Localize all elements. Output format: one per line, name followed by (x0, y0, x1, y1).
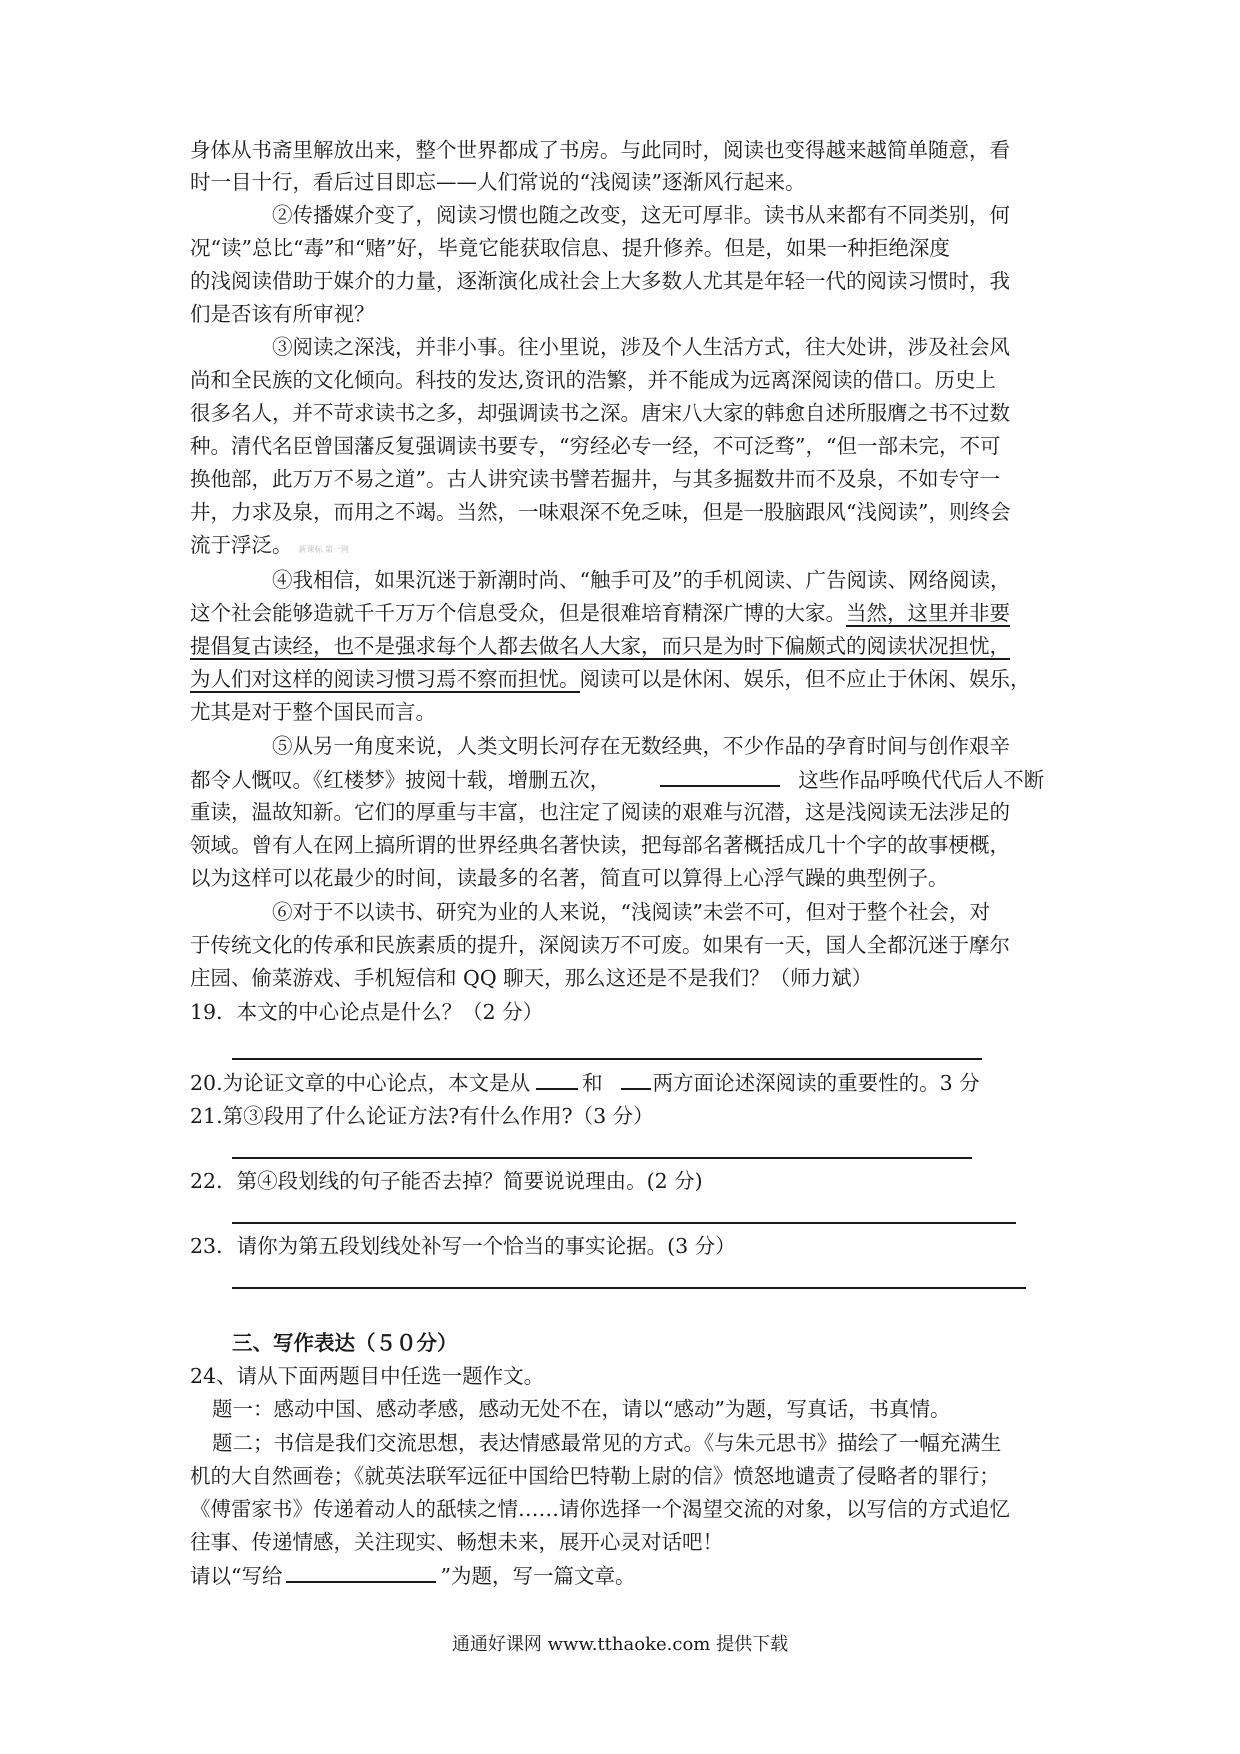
paragraph-4-text: 阅读可以是休闲、娱乐，但不应止于休闲、娱乐， (579, 667, 1031, 691)
paragraph-4-line: 尤其是对于整个国民而言。 (190, 700, 436, 724)
underlined-sentence: 当然，这里并非要 (846, 601, 1010, 625)
page-footer: 通通好课网 www.tthaoke.com 提供下载 (451, 1634, 789, 1655)
topic-2-text: 请以“写给 (190, 1564, 283, 1588)
paragraph-5-line: 重读，温故知新。它们的厚重与丰富，也注定了阅读的艰难与沉潜，这是浅阅读无法涉足的 (190, 800, 1010, 824)
question-20-text: 20.为论证文章的中心论点，本文是从 (190, 1071, 531, 1095)
topic-2-line: 机的大自然画卷；《就英法联军远征中国给巴特勒上尉的信》愤怒地谴责了侵略者的罪行； (190, 1464, 1000, 1488)
paragraph-6-line: ⑥对于不以读书、研究为业的人来说，“浅阅读”未尝不可，但对于整个社会，对 (272, 900, 990, 924)
paragraph-4-line: ④我相信，如果沉迷于新潮时尚、“触手可及”的手机阅读、广告阅读、网络阅读， (272, 568, 1011, 592)
paragraph-5-line: 以为这样可以花最少的时间，读最多的名著，简直可以算得上心浮气躁的典型例子。 (190, 866, 949, 890)
paragraph-2-line: 的浅阅读借助于媒介的力量，逐渐演化成社会上大多数人尤其是年轻一代的阅读习惯时，我 (190, 269, 1010, 293)
fill-in-blank-line (660, 763, 780, 787)
topic-2-line: 往事、传递情感，关注现实、畅想未来，展开心灵对话吧！ (190, 1530, 723, 1554)
paragraph-4-line (190, 663, 1060, 696)
paragraph-line: 时一目十行，看后过目即忘——人们常说的“浅阅读”逐渐风行起来。 (190, 170, 806, 194)
paragraph-3-line: 尚和全民族的文化倾向。科技的发达,资讯的浩繁，并不能成为远离深阅读的借口。历史上 (190, 368, 997, 392)
paragraph-5-line (190, 763, 1060, 797)
paragraph-4-text: 这个社会能够造就千千万万个信息受众，但是很难培育精深广博的大家。 (190, 601, 846, 625)
fill-in-blank-line (621, 1066, 651, 1090)
paragraph-5-text: 这些作品呼唤代代后人不断 (798, 768, 1045, 792)
paragraph-6-line: 于传统文化的传承和民族素质的提升，深阅读万不可废。如果有一天，国人全都沉迷于摩尔 (190, 933, 1010, 957)
paragraph-5-line: ⑤从另一角度来说，人类文明长河存在无数经典，不少作品的孕育时间与创作艰辛 (272, 734, 1010, 758)
question-24: 24、请从下面两题目中任选一题作文。 (190, 1364, 545, 1388)
paragraph-line: 身体从书斋里解放出来，整个世界都成了书房。与此同时，阅读也变得越来越简单随意，看 (190, 138, 1010, 162)
question-19: 19．本文的中心论点是什么？（2 分） (190, 1000, 544, 1024)
paragraph-2-line: 们是否该有所审视？ (190, 302, 375, 326)
answer-line-22 (232, 1222, 1016, 1224)
paragraph-2-line: 况“读”总比“毒”和“赌”好，毕竟它能获取信息、提升修养。但是，如果一种拒绝深度 (190, 236, 950, 260)
underlined-sentence: 提倡复古读经，也不是强求每个人都去做名人大家，而只是为时下偏颇式的阅读状况担忧， (190, 634, 1010, 658)
paragraph-3-line: ③阅读之深浅，并非小事。往小里说，涉及个人生活方式，往大处讲，涉及社会风 (272, 335, 1010, 359)
topic-2-text: ”为题，写一篇文章。 (440, 1564, 636, 1588)
paragraph-3-line: 很多名人，并不苛求读书之多，却强调读书之深。唐宋八大家的韩愈自述所服膺之书不过数 (190, 401, 1010, 425)
fill-in-blank-line (286, 1559, 436, 1583)
question-22: 22．第④段划线的句子能否去掉？简要说说理由。(2 分) (190, 1169, 703, 1193)
topic-2-line (190, 1559, 1060, 1593)
answer-line-23 (232, 1287, 1026, 1289)
topic-2-line: 《傅雷家书》传递着动人的舐犊之情……请你选择一个渴望交流的对象，以写信的方式追忆 (190, 1497, 1010, 1521)
paragraph-3-line: 种。清代名臣曾国藩反复强调读书要专，“穷经必专一经，不可泛骛”，“但一部未完，不可 (190, 434, 1001, 458)
paragraph-6-line: 庄园、偷菜游戏、手机短信和 QQ 聊天，那么这还是不是我们？（师力斌） (190, 966, 873, 990)
watermark-text: 新课标 第一网 (298, 545, 350, 554)
fill-in-blank-line (536, 1066, 578, 1090)
paragraph-4-line (190, 597, 1060, 630)
paragraph-4-line (190, 630, 1060, 663)
paragraph-2-line: ②传播媒介变了，阅读习惯也随之改变，这无可厚非。读书从来都有不同类别，何 (272, 203, 1010, 227)
question-23: 23．请你为第五段划线处补写一个恰当的事实论据。(3 分） (190, 1234, 736, 1258)
answer-line-19 (232, 1058, 982, 1060)
paragraph-5-text: 都令人慨叹。《红楼梦》披阅十载，增删五次， (190, 768, 611, 792)
paragraph-3-line (190, 529, 1060, 566)
question-20-text: 两方面论述深阅读的重要性的。3 分 (652, 1071, 980, 1095)
paragraph-5-line: 领域。曾有人在网上搞所谓的世界经典名著快读，把每部名著概括成几十个字的故事梗概， (190, 833, 1010, 857)
underlined-sentence: 为人们对这样的阅读习惯习焉不察而担忧。 (190, 667, 580, 691)
question-20 (190, 1066, 1060, 1100)
topic-2-line: 题二；书信是我们交流思想，表达情感最常见的方式。《与朱元思书》描绘了一幅充满生 (212, 1431, 1002, 1455)
paragraph-3-line: 井，力求及泉，而用之不竭。当然，一味艰深不免乏味，但是一股脑跟风“浅阅读”，则终会 (190, 500, 1011, 524)
answer-line-21 (232, 1157, 972, 1159)
paragraph-3-text: 流于浮泛。 (190, 533, 293, 557)
question-21: 21.第③段用了什么论证方法?有什么作用?（3 分） (190, 1104, 654, 1128)
question-20-text: 和 (582, 1071, 603, 1095)
section-heading: 三、写作表达（５０分） (232, 1331, 458, 1355)
paragraph-3-line: 换他部，此万万不易之道”。古人讲究读书譬若掘井，与其多掘数井而不及泉，不如专守一 (190, 467, 1000, 491)
topic-1: 题一：感动中国、感动孝感，感动无处不在，请以“感动”为题，写真话，书真情。 (212, 1397, 951, 1421)
